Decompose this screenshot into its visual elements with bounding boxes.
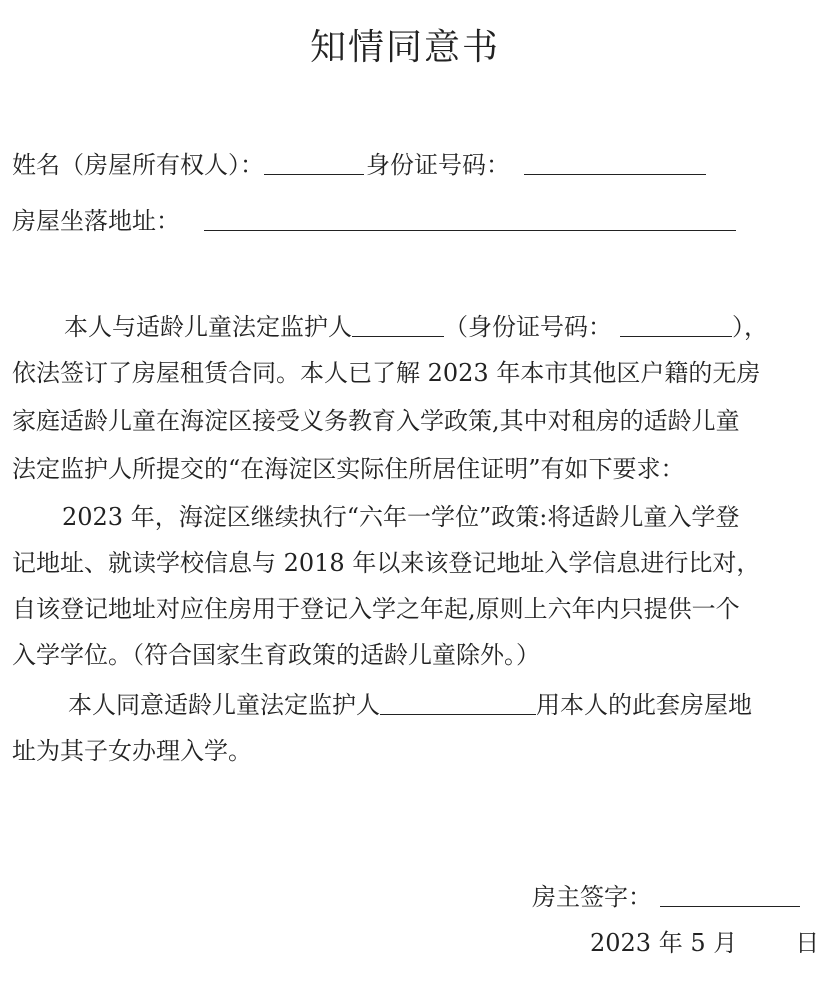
address-row [12,202,736,238]
guardian-id-open: （身份证号码： [444,313,612,341]
date-day: 日 [795,929,819,957]
paragraph-1-line-3: 家庭适龄儿童在海淀区接受义务教育入学政策,其中对租房的适龄儿童 [12,407,740,435]
paragraph-2-line-3: 自该登记地址对应住房用于登记入学之年起,原则上六年内只提供一个 [12,595,740,623]
address-label: 房屋坐落地址： [12,207,180,235]
signature-blank[interactable] [660,880,800,907]
guardian-intro-text: 本人与适龄儿童法定监护人 [64,313,352,341]
guardian-id-close: ）， [732,313,768,341]
owner-id-blank[interactable] [524,148,706,175]
paragraph-2-line-1: 2023 年，海淀区继续执行“六年一学位”政策:将适龄儿童入学登 [62,503,740,531]
address-blank[interactable] [204,204,736,231]
date-year-month: 2023 年 5 月 [590,929,738,957]
guardian-name-blank[interactable] [352,310,444,337]
owner-name-blank[interactable] [264,148,364,175]
consent-guardian-blank[interactable] [380,688,536,715]
paragraph-2-line-4: 入学学位。（符合国家生育政策的适龄儿童除外。） [12,641,540,669]
consent-text: 本人同意适龄儿童法定监护人 [68,691,380,719]
paragraph-1-line-1 [64,308,768,344]
paragraph-1-line-4: 法定监护人所提交的“在海淀区实际住所居住证明”有如下要求： [12,455,685,483]
consent-suffix: 用本人的此套房屋地 [536,691,752,719]
owner-info-row [12,146,706,182]
paragraph-3-line-1 [68,686,752,722]
signature-label: 房主签字： [532,883,652,911]
paragraph-3-line-2: 址为其子女办理入学。 [12,737,252,765]
owner-id-label: 身份证号码： [366,151,510,179]
date-row [590,926,819,960]
document-title: 知情同意书 [309,27,500,68]
signature-row [532,878,800,914]
paragraph-1-line-2: 依法签订了房屋租赁合同。本人已了解 2023 年本市其他区户籍的无房 [12,359,761,387]
paragraph-2-line-2: 记地址、就读学校信息与 2018 年以来该登记地址入学信息进行比对， [12,549,761,577]
guardian-id-blank[interactable] [620,310,732,337]
owner-name-label: 姓名（房屋所有权人）： [12,151,264,179]
